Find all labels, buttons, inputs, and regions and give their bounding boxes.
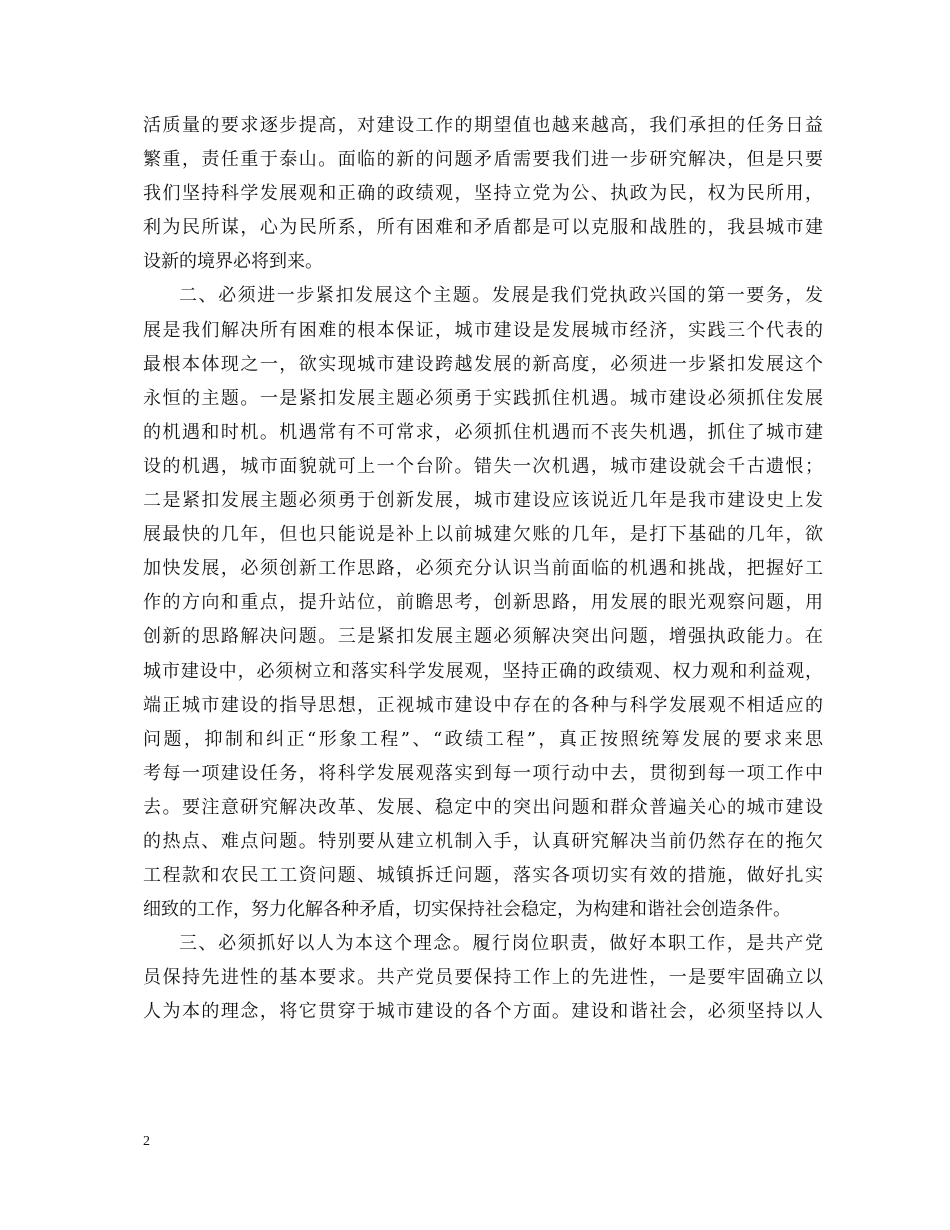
paragraph-2-line-17: 的热点、难点问题。特别要从建立机制入手，认真研究解决当前仍然存在的拖欠 [143,830,823,852]
paragraph-2-line-18: 工程款和农民工工资问题、城镇拆迁问题，落实各项切实有效的措施，做好扎实 [143,865,823,887]
paragraph-2-line-10: 作的方向和重点，提升站位，前瞻思考，创新思路，用发展的眼光观察问题，用 [143,592,823,614]
paragraph-2-line-5: 的机遇和时机。机遇常有不可常求，必须抓住机遇而不丧失机遇，抓住了城市建 [143,421,823,443]
paragraph-2-line-11: 创新的思路解决问题。三是紧扣发展主题必须解决突出问题，增强执政能力。在 [143,626,823,648]
paragraph-2-line-2: 展是我们解决所有困难的根本保证，城市建设是发展城市经济，实践三个代表的 [143,319,823,341]
paragraph-2-line-13: 端正城市建设的指导思想，正视城市建设中存在的各种与科学发展观不相适应的 [143,694,823,716]
paragraph-2-line-15: 考每一项建设任务，将科学发展观落实到每一项行动中去，贯彻到每一项工作中 [143,762,823,784]
paragraph-2-line-9: 加快发展，必须创新工作思路，必须充分认识当前面临的机遇和挑战，把握好工 [143,558,823,580]
paragraph-1-line-2: 繁重，责任重于泰山。面临的新的问题矛盾需要我们进一步研究解决，但是只要 [143,149,823,171]
paragraph-3-line-2: 员保持先进性的基本要求。共产党员要保持工作上的先进性，一是要牢固确立以 [143,967,823,989]
paragraph-2-line-4: 永恒的主题。一是紧扣发展主题必须勇于实践抓住机遇。城市建设必须抓住发展 [143,387,823,409]
paragraph-2-line-8: 展最快的几年，但也只能说是补上以前城建欠账的几年，是打下基础的几年，欲 [143,524,823,546]
paragraph-1-line-3: 我们坚持科学发展观和正确的政绩观，坚持立党为公、执政为民，权为民所用， [143,183,823,205]
paragraph-2-line-1: 二、必须进一步紧扣发展这个主题。发展是我们党执政兴国的第一要务，发 [179,285,823,307]
page-number: 2 [143,1134,150,1149]
paragraph-2-line-16: 去。要注意研究解决改革、发展、稳定中的突出问题和群众普遍关心的城市建设 [143,796,823,818]
paragraph-3-line-3: 人为本的理念，将它贯穿于城市建设的各个方面。建设和谐社会，必须坚持以人 [143,1001,823,1023]
paragraph-2-line-14: 问题，抑制和纠正“形象工程”、“政绩工程”，真正按照统筹发展的要求来思 [143,728,823,750]
paragraph-2-line-7: 二是紧扣发展主题必须勇于创新发展，城市建设应该说近几年是我市建设史上发 [143,490,823,512]
document-body [143,109,823,1030]
paragraph-2-line-12: 城市建设中，必须树立和落实科学发展观，坚持正确的政绩观、权力观和利益观， [143,660,823,682]
paragraph-1-line-5: 设新的境界必将到来。 [143,251,323,273]
paragraph-3-line-1: 三、必须抓好以人为本这个理念。履行岗位职责，做好本职工作，是共产党 [179,933,823,955]
paragraph-2-line-6: 设的机遇，城市面貌就可上一个台阶。错失一次机遇，城市建设就会千古遗恨； [143,455,823,477]
paragraph-1-line-1: 活质量的要求逐步提高，对建设工作的期望值也越来越高，我们承担的任务日益 [143,115,823,136]
paragraph-2-line-19: 细致的工作，努力化解各种矛盾，切实保持社会稳定，为构建和谐社会创造条件。 [143,899,791,921]
paragraph-1-line-4: 利为民所谋，心为民所系，所有困难和矛盾都是可以克服和战胜的，我县城市建 [143,217,823,239]
paragraph-2-line-3: 最根本体现之一，欲实现城市建设跨越发展的新高度，必须进一步紧扣发展这个 [143,353,823,375]
